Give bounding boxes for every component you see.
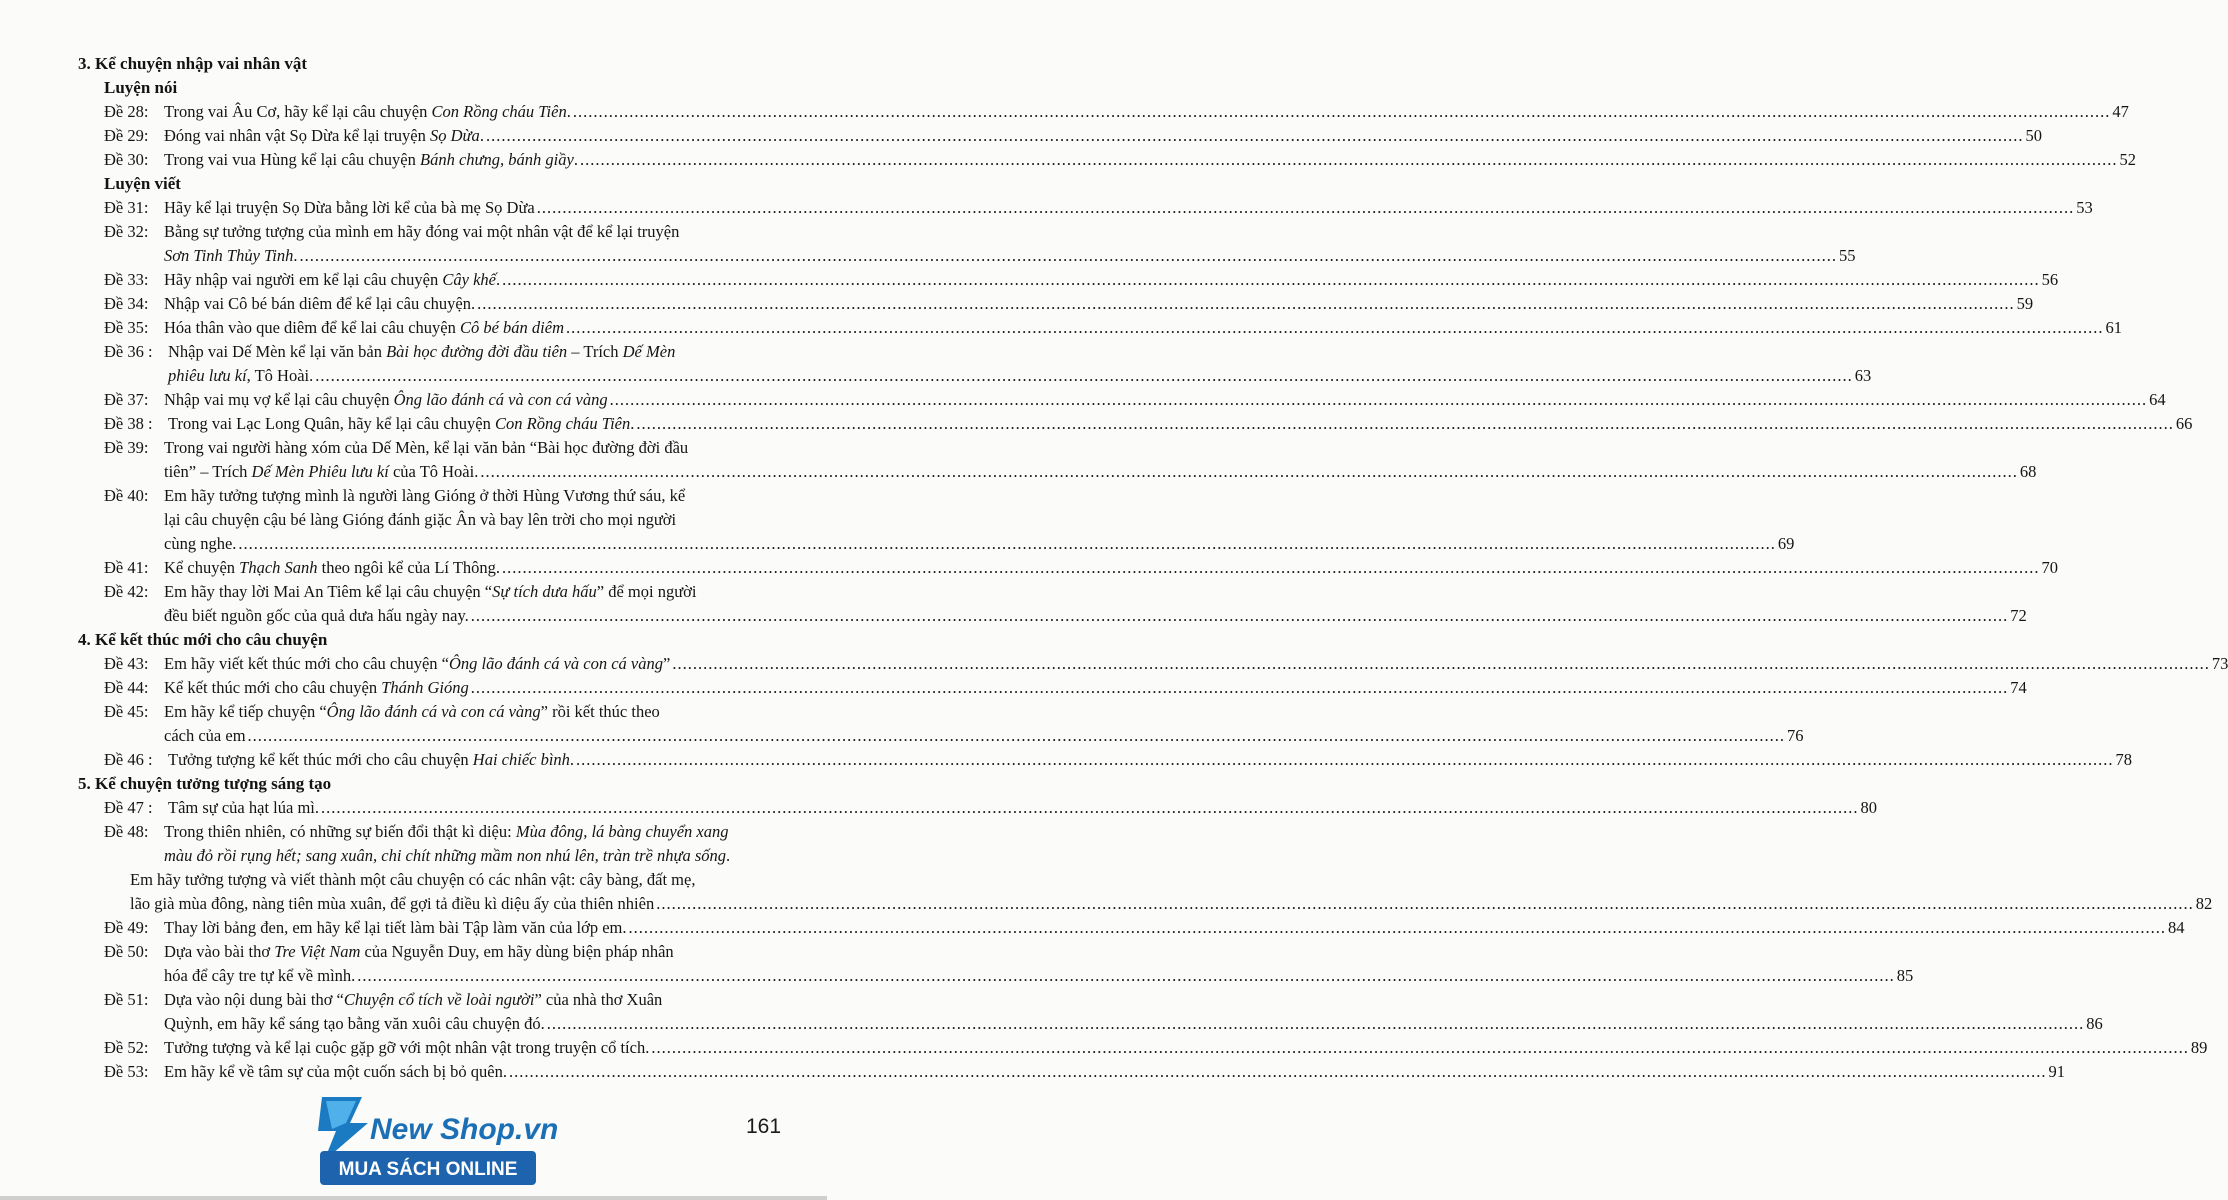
entry-text-line: Kể chuyện Thạch Sanh theo ngôi kể của Lí Thông. <box>164 558 501 577</box>
entry-number: Đề 41: <box>104 558 149 577</box>
entry-page: 72 <box>2010 606 2027 625</box>
toc-entry[interactable] <box>104 148 2136 172</box>
leader-dots: ............................................................................................................................................................................................................................................................................................................ <box>576 750 2114 769</box>
toc-entry[interactable] <box>104 124 2042 148</box>
entry-page: 64 <box>2149 390 2166 409</box>
entry-text-line: Kể kết thúc mới cho câu chuyện Thánh Gióng <box>164 678 469 697</box>
entry-text-line: đều biết nguồn gốc của quả dưa hấu ngày nay. <box>164 606 469 625</box>
entry-page: 56 <box>2041 270 2059 289</box>
entry-text-line: Em hãy thay lời Mai An Tiêm kể lại câu chuyện “Sự tích dưa hấu” để mọi người <box>164 582 697 601</box>
entry-number: Đề 45: <box>104 702 149 721</box>
leader-dots: ............................................................................................................................................................................................................................................................................................................ <box>470 678 2009 697</box>
toc-entry[interactable] <box>104 796 1877 820</box>
leader-dots: ............................................................................................................................................................................................................................................................................................................ <box>502 558 2040 577</box>
toc-entry[interactable] <box>104 292 2034 316</box>
entry-number: Đề 44: <box>104 678 149 697</box>
toc-entry[interactable] <box>104 580 2027 628</box>
entry-page: 50 <box>2025 126 2042 145</box>
toc-entry[interactable] <box>104 748 2133 772</box>
entry-number: Đề 33: <box>104 270 149 289</box>
entry-page: 68 <box>2019 462 2037 481</box>
leader-dots: ............................................................................................................................................................................................................................................................................................................ <box>572 102 2111 121</box>
entry-page: 61 <box>2105 318 2122 337</box>
leader-dots: ............................................................................................................................................................................................................................................................................................................ <box>628 918 2166 937</box>
leader-dots: ............................................................................................................................................................................................................................................................................................................ <box>636 414 2174 433</box>
leader-dots: ............................................................................................................................................................................................................................................................................................................ <box>299 246 1838 265</box>
entry-page: 70 <box>2041 558 2059 577</box>
entry-text-line: tiên” – Trích Dế Mèn Phiêu lưu kí của Tô Hoài. <box>164 462 479 481</box>
entry-number: Đề 37: <box>104 390 149 409</box>
toc-entry[interactable] <box>104 1036 2208 1060</box>
toc-entry[interactable] <box>104 436 2037 484</box>
leader-dots: ............................................................................................................................................................................................................................................................................................................ <box>238 534 1776 553</box>
entry-text-line: Em hãy tưởng tượng mình là người làng Gióng ở thời Hùng Vương thứ sáu, kể <box>164 486 686 505</box>
toc-entry[interactable] <box>104 700 1804 748</box>
entry-text-line: Dựa vào bài thơ Tre Việt Nam của Nguyễn Duy, em hãy dùng biện pháp nhân <box>164 942 674 961</box>
toc-entry[interactable] <box>104 340 1872 388</box>
toc-entry[interactable] <box>104 676 2027 700</box>
toc-entry[interactable] <box>104 412 2193 436</box>
entry-number: Đề 32: <box>104 222 149 241</box>
toc-entry[interactable] <box>104 100 2129 124</box>
entry-text-line: màu đỏ rồi rụng hết; sang xuân, chi chít những mầm non nhú lên, tràn trề nhựa sống. <box>164 846 731 865</box>
leader-dots: ............................................................................................................................................................................................................................................................................................................ <box>470 606 2009 625</box>
entry-text-line: Nhập vai Dế Mèn kể lại văn bản Bài học đường đời đầu tiên – Trích Dế Mèn <box>168 342 676 361</box>
subsection-heading: Luyện viết <box>104 174 181 193</box>
entry-page: 53 <box>2076 198 2093 217</box>
entry-text-line: Trong vai Lạc Long Quân, hãy kể lại câu chuyện Con Rồng cháu Tiên. <box>168 414 635 433</box>
newshop-logo <box>316 1093 559 1188</box>
toc-entry[interactable] <box>104 988 2103 1036</box>
entry-page: 82 <box>2195 894 2213 913</box>
entry-text-line: Trong thiên nhiên, có những sự biến đổi thật kì diệu: Mùa đông, lá bàng chuyển xang <box>164 822 729 841</box>
entry-number: Đề 31: <box>104 198 149 217</box>
leader-dots: ............................................................................................................................................................................................................................................................................................................ <box>651 1038 2189 1057</box>
entry-number: Đề 30: <box>104 150 149 169</box>
entry-text-line: Tưởng tượng và kể lại cuộc gặp gỡ với một nhân vật trong truyện cổ tích. <box>164 1038 650 1057</box>
entry-page: 74 <box>2010 678 2027 697</box>
toc-entry[interactable] <box>104 556 2059 580</box>
entry-number: Đề 49: <box>104 918 149 937</box>
entry-number: Đề 36 : <box>104 342 153 361</box>
entry-text-line: Trong vai người hàng xóm của Dế Mèn, kể lại văn bản “Bài học đường đời đầu <box>164 438 689 457</box>
entry-text-line: Quỳnh, em hãy kể sáng tạo bằng văn xuôi câu chuyện đó. <box>164 1014 545 1033</box>
leader-dots: ............................................................................................................................................................................................................................................................................................................ <box>546 1014 2085 1033</box>
entry-number: Đề 43: <box>104 654 149 673</box>
leader-dots: ............................................................................................................................................................................................................................................................................................................ <box>480 462 2018 481</box>
entry-page: 66 <box>2175 414 2193 433</box>
toc-entry[interactable] <box>104 916 2185 940</box>
entry-page: 89 <box>2190 1038 2208 1057</box>
entry-text-line: Sơn Tinh Thủy Tinh. <box>164 246 298 265</box>
entry-page: 47 <box>2112 102 2129 121</box>
entry-text-line: Tưởng tượng kể kết thúc mới cho câu chuyện Hai chiếc bình. <box>168 750 575 769</box>
section-heading: 5. Kể chuyện tưởng tượng sáng tạo <box>78 774 332 793</box>
leader-dots: ............................................................................................................................................................................................................................................................................................................ <box>315 366 1853 385</box>
entry-number: Đề 53: <box>104 1062 149 1081</box>
entry-text-line: Nhập vai Cô bé bán diêm để kể lại câu chuyện. <box>164 294 476 313</box>
toc-entry[interactable] <box>104 388 2166 412</box>
entry-number: Đề 40: <box>104 486 149 505</box>
entry-page: 59 <box>2016 294 2034 313</box>
entry-text-line: phiêu lưu kí, Tô Hoài. <box>168 366 314 385</box>
entry-number: Đề 39: <box>104 438 149 457</box>
section-heading: 4. Kể kết thúc mới cho câu chuyện <box>78 630 328 649</box>
entry-text-line: cách của em <box>164 726 246 745</box>
entry-text-line: Trong vai vua Hùng kể lại câu chuyện Bánh chưng, bánh giầy. <box>164 150 578 169</box>
entry-number: Đề 34: <box>104 294 149 313</box>
entry-text-line: lão già mùa đông, nàng tiên mùa xuân, để gợi tả điều kì diệu ấy của thiên nhiên <box>130 894 655 913</box>
leader-dots: ............................................................................................................................................................................................................................................................................................................ <box>502 270 2040 289</box>
entry-text-line: Em hãy viết kết thúc mới cho câu chuyện “Ông lão đánh cá và con cá vàng” <box>164 654 671 673</box>
entry-text-line: lại câu chuyện cậu bé làng Gióng đánh giặc Ân và bay lên trời cho mọi người <box>164 510 677 529</box>
entry-page: 69 <box>1777 534 1795 553</box>
leader-dots: ............................................................................................................................................................................................................................................................................................................ <box>536 198 2075 217</box>
entry-number: Đề 50: <box>104 942 149 961</box>
toc-entry[interactable] <box>104 1060 2065 1084</box>
entry-number: Đề 42: <box>104 582 149 601</box>
entry-number: Đề 47 : <box>104 798 153 817</box>
entry-page: 52 <box>2119 150 2136 169</box>
entry-number: Đề 38 : <box>104 414 153 433</box>
leader-dots: ............................................................................................................................................................................................................................................................................................................ <box>656 894 2194 913</box>
leader-dots: ............................................................................................................................................................................................................................................................................................................ <box>477 294 2015 313</box>
entry-text-line: Bằng sự tưởng tượng của mình em hãy đóng vai một nhân vật để kể lại truyện <box>164 222 680 241</box>
leader-dots: ............................................................................................................................................................................................................................................................................................................ <box>609 390 2148 409</box>
brand-tagline: MUA SÁCH ONLINE <box>338 1159 518 1180</box>
leader-dots: ............................................................................................................................................................................................................................................................................................................ <box>357 966 1895 985</box>
leader-dots: ............................................................................................................................................................................................................................................................................................................ <box>579 150 2118 169</box>
entry-page: 78 <box>2115 750 2133 769</box>
toc-entry[interactable] <box>104 484 1795 556</box>
brand-name: New Shop.vn <box>370 1113 559 1146</box>
leader-dots: ............................................................................................................................................................................................................................................................................................................ <box>566 318 2104 337</box>
entry-text-line: cùng nghe. <box>164 534 237 553</box>
entry-text-line: Trong vai Âu Cơ, hãy kể lại câu chuyện Con Rồng cháu Tiên. <box>164 102 571 121</box>
toc-entry[interactable] <box>104 316 2122 340</box>
entry-number: Đề 51: <box>104 990 149 1009</box>
section-heading: 3. Kể chuyện nhập vai nhân vật <box>78 54 308 73</box>
toc-entry[interactable] <box>104 820 2213 916</box>
toc-entry[interactable] <box>104 196 2093 220</box>
entry-text-line: Em hãy tưởng tượng và viết thành một câu chuyện có các nhân vật: cây bàng, đất mẹ, <box>130 870 696 889</box>
entry-text-line: Hãy nhập vai người em kể lại câu chuyện Cây khế. <box>164 270 501 289</box>
entry-page: 76 <box>1787 726 1804 745</box>
entry-page: 84 <box>2168 918 2185 937</box>
entry-text-line: Em hãy kể về tâm sự của một cuốn sách bị bỏ quên. <box>164 1062 507 1081</box>
leader-dots: ............................................................................................................................................................................................................................................................................................................ <box>247 726 1786 745</box>
leader-dots: ............................................................................................................................................................................................................................................................................................................ <box>320 798 1859 817</box>
entry-text-line: Hãy kể lại truyện Sọ Dừa bằng lời kể của bà mẹ Sọ Dừa <box>164 198 535 217</box>
entry-number: Đề 48: <box>104 822 149 841</box>
entry-text-line: Em hãy kể tiếp chuyện “Ông lão đánh cá và con cá vàng” rồi kết thúc theo <box>164 702 660 721</box>
toc-entry[interactable] <box>104 940 1914 988</box>
entry-page: 86 <box>2086 1014 2103 1033</box>
entry-text-line: hóa để cây tre tự kể về mình. <box>164 966 356 985</box>
entry-page: 55 <box>1839 246 1856 265</box>
subsection-heading: Luyện nói <box>104 78 178 97</box>
entry-text-line: Hóa thân vào que diêm để kể lai câu chuyện Cô bé bán diêm <box>164 318 564 337</box>
entry-number: Đề 29: <box>104 126 149 145</box>
page-number: 161 <box>746 1115 782 1138</box>
entry-text-line: Nhập vai mụ vợ kể lại câu chuyện Ông lão đánh cá và con cá vàng <box>164 390 608 409</box>
leader-dots: ............................................................................................................................................................................................................................................................................................................ <box>672 654 2210 673</box>
entry-number: Đề 52: <box>104 1038 149 1057</box>
entry-number: Đề 35: <box>104 318 149 337</box>
toc-entry[interactable] <box>104 268 2059 292</box>
entry-text-line: Dựa vào nội dung bài thơ “Chuyện cổ tích về loài người” của nhà thơ Xuân <box>164 990 663 1009</box>
entry-page: 63 <box>1854 366 1872 385</box>
page-bottom-edge <box>0 1196 827 1200</box>
entry-page: 91 <box>2048 1062 2065 1081</box>
entry-text-line: Thay lời bảng đen, em hãy kể lại tiết làm bài Tập làm văn của lớp em. <box>164 918 627 937</box>
toc-entry[interactable] <box>104 652 2228 676</box>
entry-number: Đề 28: <box>104 102 149 121</box>
entry-page: 85 <box>1896 966 1914 985</box>
entry-number: Đề 46 : <box>104 750 153 769</box>
entry-text-line: Đóng vai nhân vật Sọ Dừa kể lại truyện Sọ Dừa. <box>164 126 484 145</box>
entry-text-line: Tâm sự của hạt lúa mì. <box>168 798 319 817</box>
leader-dots: ............................................................................................................................................................................................................................................................................................................ <box>508 1062 2047 1081</box>
leader-dots: ............................................................................................................................................................................................................................................................................................................ <box>485 126 2024 145</box>
entry-page: 80 <box>1860 798 1877 817</box>
entry-page: 73 <box>2211 654 2228 673</box>
toc-entry[interactable] <box>104 220 1856 268</box>
